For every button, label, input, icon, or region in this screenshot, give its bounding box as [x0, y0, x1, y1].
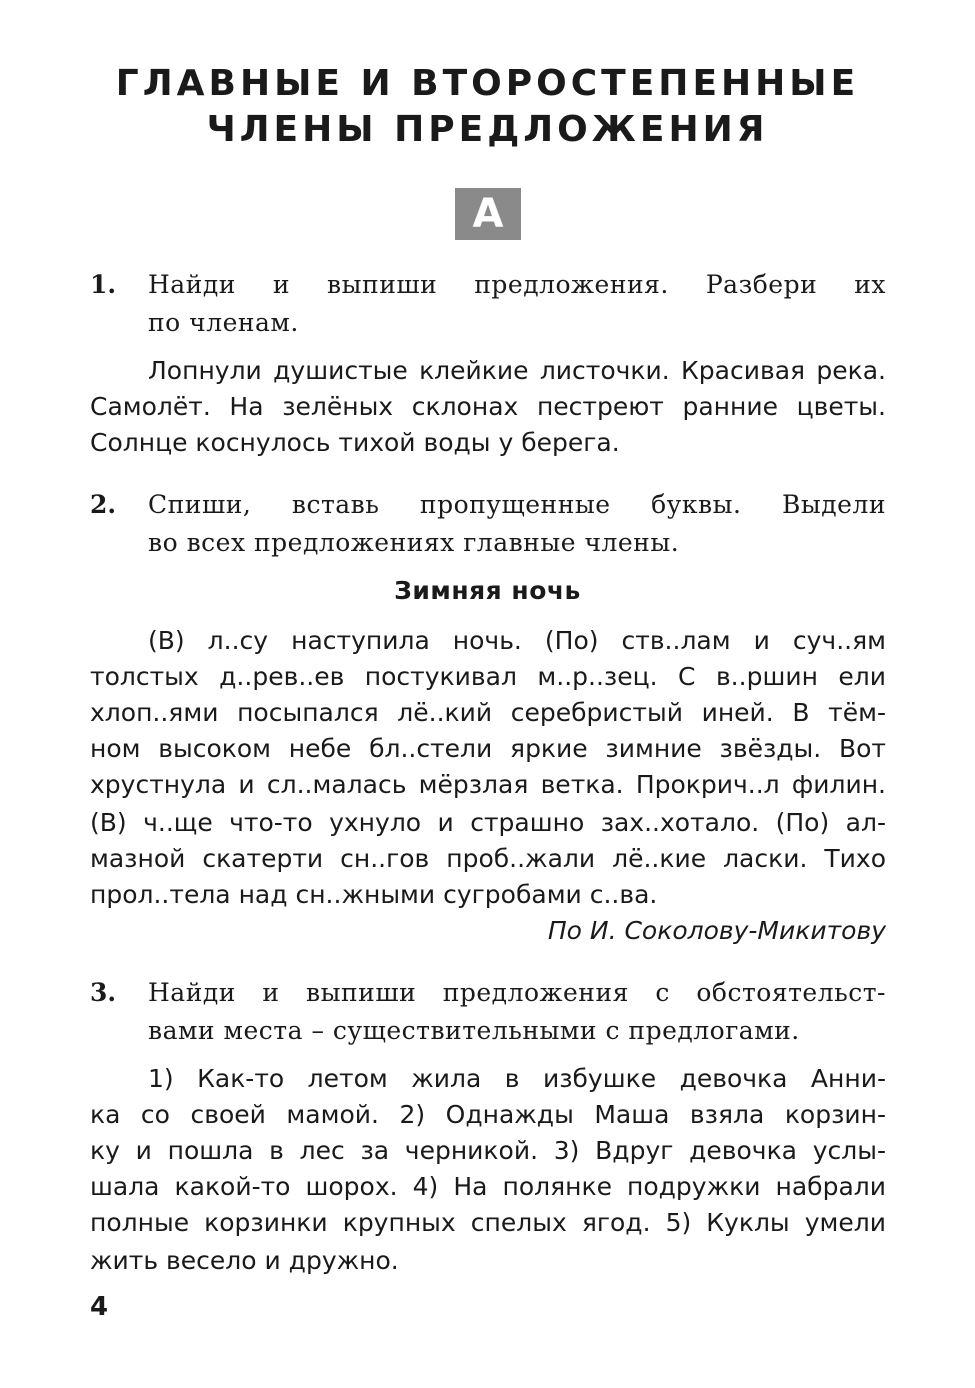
text-heading: Зимняя ночь	[394, 576, 581, 605]
exercise-number: 3.	[90, 978, 117, 1007]
exercise-number: 2.	[90, 490, 117, 519]
task-line: по членам.	[148, 308, 299, 337]
text-line: Лопнули душистые клейкие листочки. Красивая река.	[148, 356, 886, 385]
exercise-number: 1.	[90, 270, 117, 299]
text-line: ка со своей мамой. 2) Однажды Маша взяла корзин-	[90, 1100, 886, 1129]
text-line: Солнце коснулось тихой воды у берега.	[90, 428, 620, 457]
text-line: хлоп..ями посыпался лё..кий серебристый иней. В тём-	[90, 698, 886, 727]
task-line: во всех предложениях главные члены.	[148, 528, 680, 557]
text-line: 1) Как-то летом жила в избушке девочка Анни-	[148, 1064, 886, 1093]
task-line: вами места – существительными с предлогами.	[148, 1016, 800, 1045]
page-title-line-2: ЧЛЕНЫ ПРЕДЛОЖЕНИЯ	[206, 109, 769, 150]
page-title-line-1: ГЛАВНЫЕ И ВТОРОСТЕПЕННЫЕ	[115, 63, 860, 104]
text-line: прол..тела над сн..жными сугробами с..ва.	[90, 880, 658, 909]
text-line: (В) ч..ще что-то ухнуло и страшно зах..хотало. (По) ал-	[90, 808, 886, 837]
task-line: Найди и выпиши предложения. Разбери их	[148, 270, 886, 299]
text-line: ном высоком небе бл..стели яркие зимние звёзды. Вот	[90, 734, 886, 763]
text-line: (В) л..су наступила ночь. (По) ств..лам и суч..ям	[148, 626, 886, 655]
text-line: шала какой-то шорох. 4) На полянке подружки набрали	[90, 1172, 886, 1201]
text-line: толстых д..рев..ев постукивал м..р..зец. С в..ршин ели	[90, 662, 886, 691]
text-line: жить весело и дружно.	[90, 1246, 399, 1275]
section-badge: А	[455, 188, 521, 240]
text-line: Самолёт. На зелёных склонах пестреют ранние цветы.	[90, 392, 886, 421]
text-line: ку и пошла в лес за черникой. 3) Вдруг девочка услы-	[90, 1136, 886, 1165]
task-line: Спиши, вставь пропущенные буквы. Выдели	[148, 490, 886, 519]
text-line: полные корзинки крупных спелых ягод. 5) Куклы умели	[90, 1208, 886, 1237]
text-author: По И. Соколову-Микитову	[547, 916, 886, 945]
task-line: Найди и выпиши предложения с обстоятельст-	[148, 978, 886, 1007]
text-line: мазной скатерти сн..гов проб..жали лё..кие ласки. Тихо	[90, 844, 886, 873]
page-number: 4	[90, 1292, 109, 1322]
text-line: хрустнула и сл..малась мёрзлая ветка. Прокрич..л филин.	[90, 770, 886, 799]
